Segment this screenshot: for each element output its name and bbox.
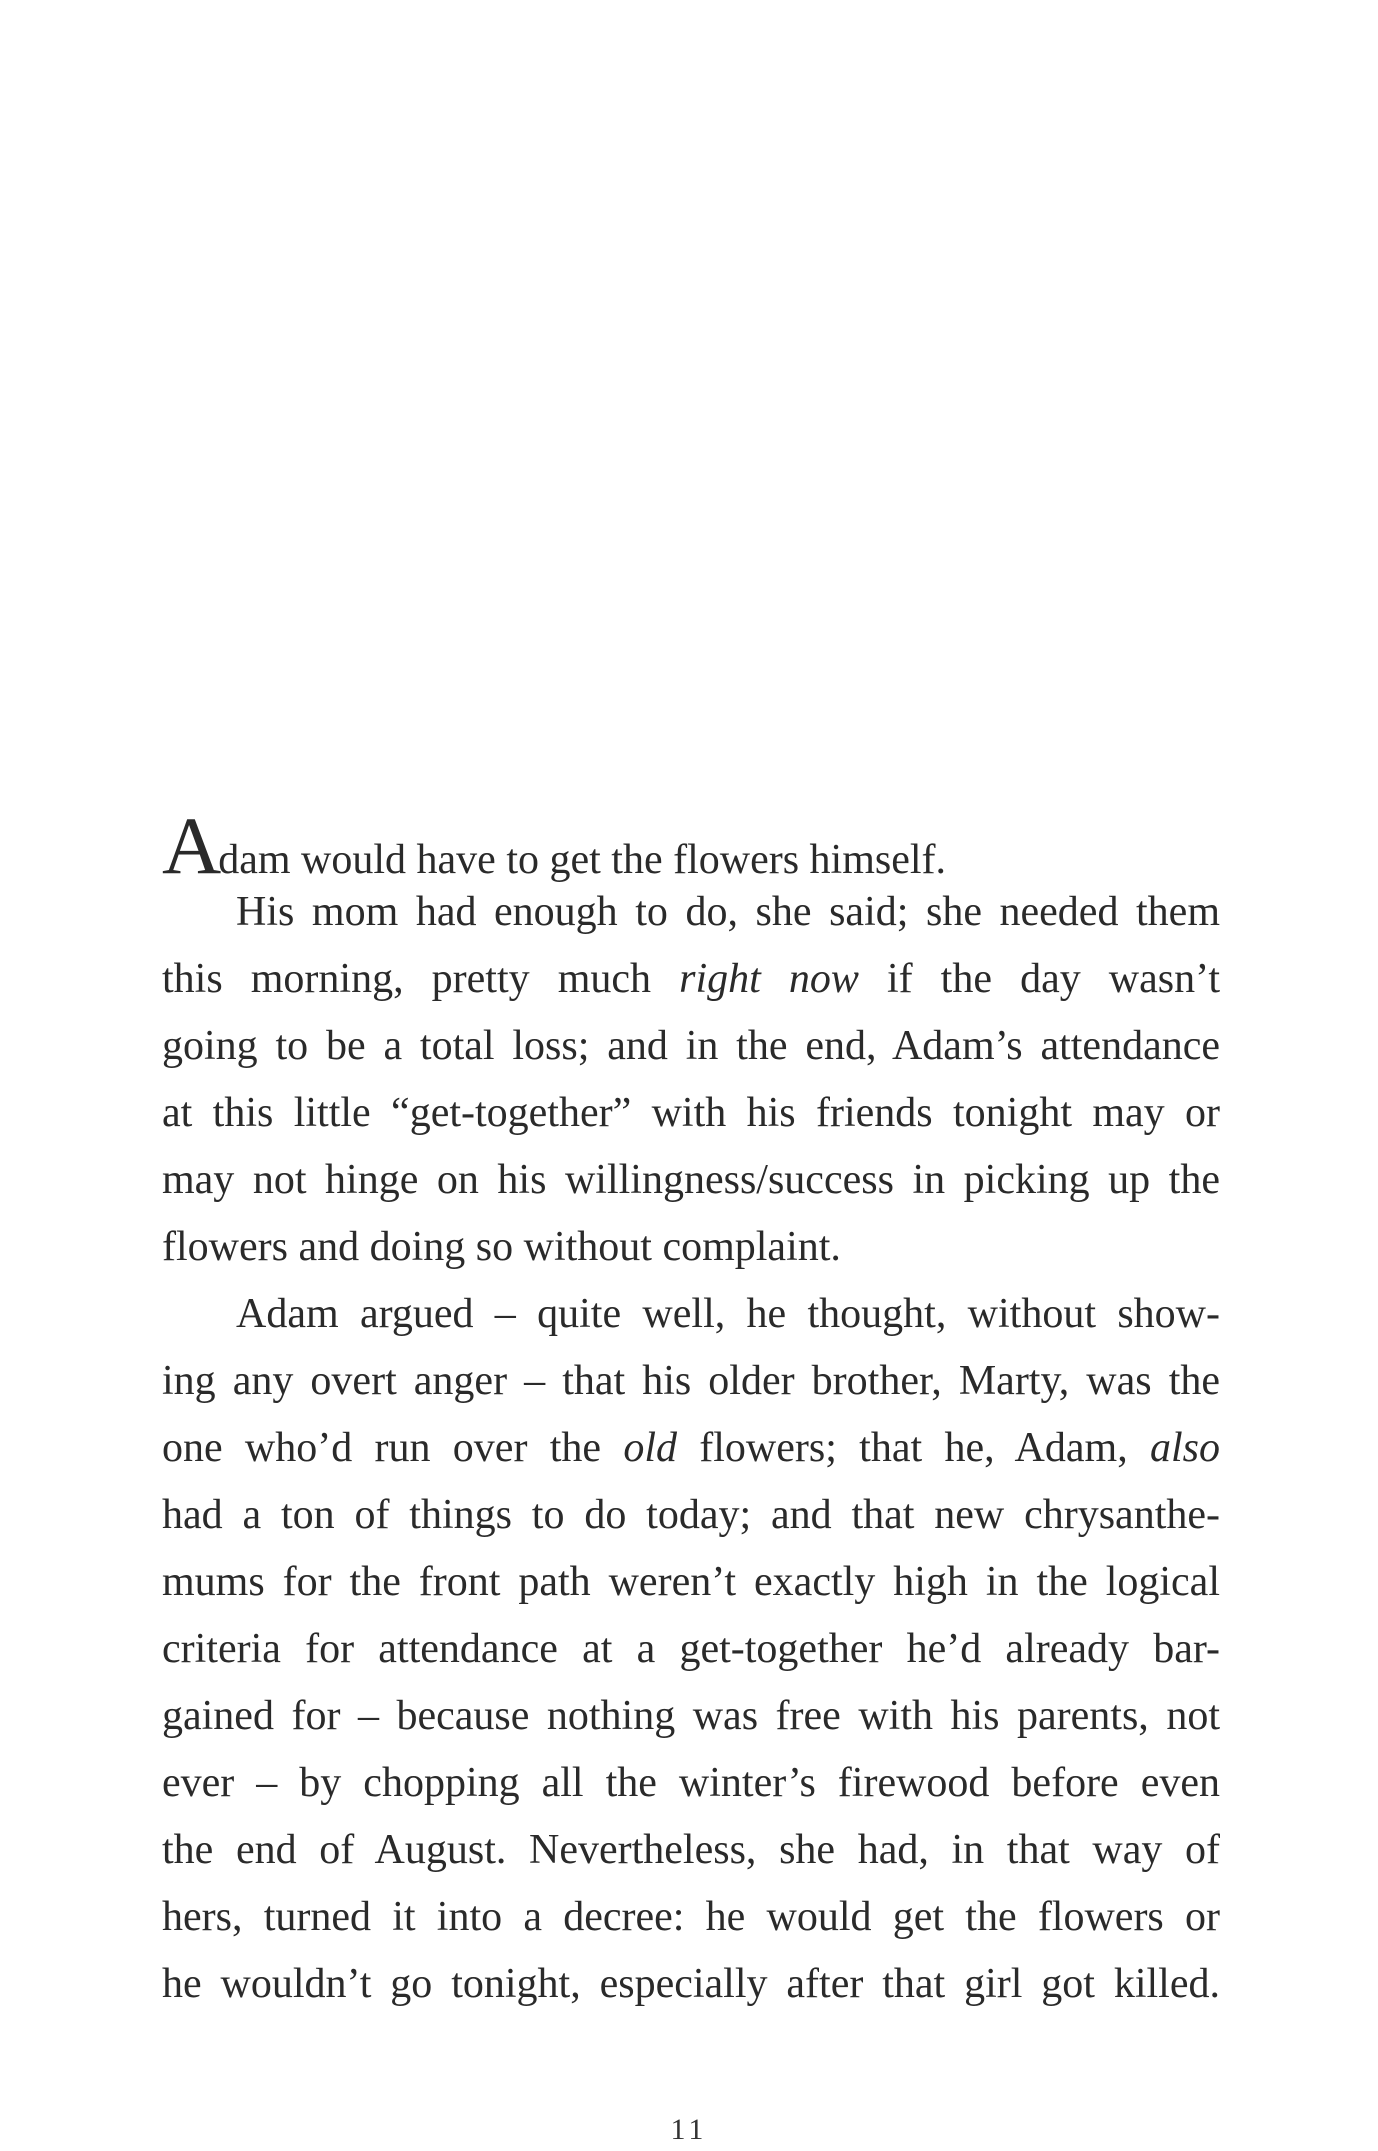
line-8: Adam argued – quite well, he thought, without show-	[236, 1291, 1220, 1337]
line-17: hers, turned it into a decree: he would get the flowers or	[162, 1894, 1220, 1940]
line-6: may not hinge on his willingness/success in picking up the	[162, 1157, 1220, 1203]
line-11: had a ton of things to do today; and that new chrysanthe-	[162, 1492, 1220, 1538]
line-2: His mom had enough to do, she said; she needed them	[236, 889, 1220, 935]
line-5: at this little “get-together” with his friends tonight may or	[162, 1090, 1220, 1136]
line-14: gained for – because nothing was free with his parents, not	[162, 1693, 1220, 1739]
line-18: he wouldn’t go tonight, especially after that girl got killed.	[162, 1961, 1220, 2007]
line-7: flowers and doing so without complaint.	[162, 1224, 841, 1270]
line-16: the end of August. Nevertheless, she had, in that way of	[162, 1827, 1220, 1873]
line-9: ing any overt anger – that his older brother, Marty, was the	[162, 1358, 1220, 1404]
body-text	[162, 800, 1220, 2018]
page-number: 11	[670, 2113, 708, 2146]
drop-cap: A	[162, 800, 219, 891]
line-1: Adam would have to get the flowers himself.	[162, 800, 947, 891]
line-15: ever – by chopping all the winter’s firewood before even	[162, 1760, 1220, 1806]
line-13: criteria for attendance at a get-together he’d already bar-	[162, 1626, 1220, 1672]
line-12: mums for the front path weren’t exactly high in the logical	[162, 1559, 1220, 1605]
line-10: one who’d run over the old flowers; that he, Adam, also	[162, 1425, 1220, 1471]
line-4: going to be a total loss; and in the end, Adam’s attendance	[162, 1023, 1220, 1069]
line-3: this morning, pretty much right now if the day wasn’t	[162, 956, 1220, 1002]
